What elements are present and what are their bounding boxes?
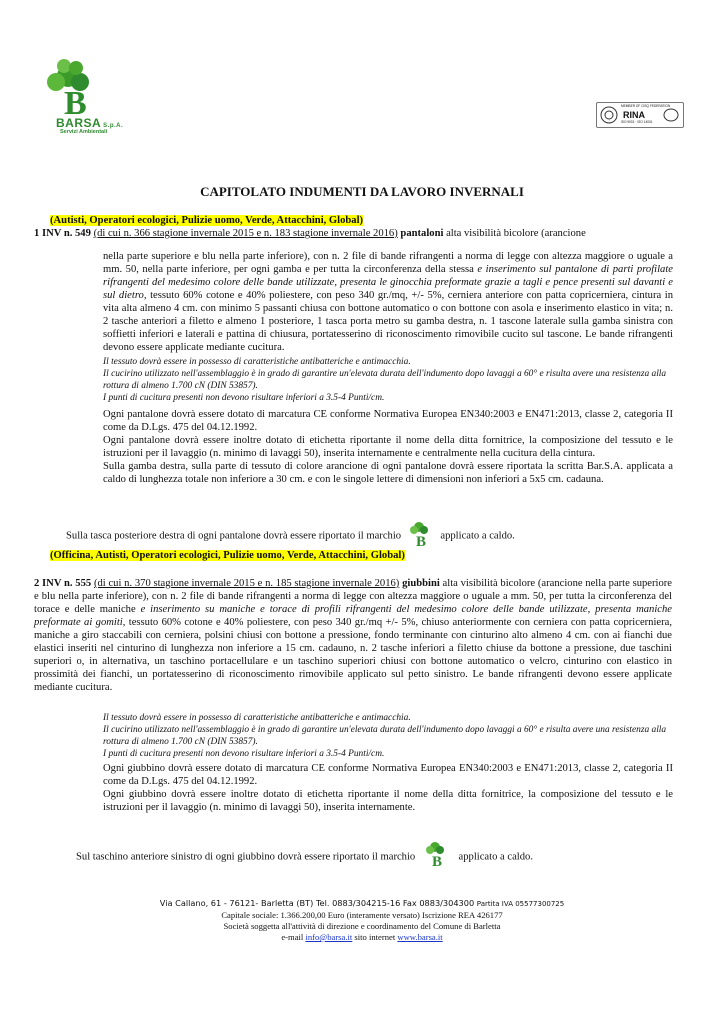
section2-note-fabric: Il tessuto dovrà essere in possesso di caratteristiche antibatteriche e antimacchia. <box>103 713 411 723</box>
section2-note-stitch: I punti di cucitura presenti non devono risultare inferiori a 3.5-4 Punti/cm. <box>103 749 385 759</box>
footer-capital: Capitale sociale: 1.366.200,00 Euro (interamente versato) Iscrizione REA 426177 <box>221 910 503 920</box>
section2-lead-italic: e inserimento su maniche e torace di profili rifrangenti del medesimo colore delle bande utilizzate <box>140 604 588 615</box>
cert-label: RINA <box>623 110 645 120</box>
section1-note-fabric: Il tessuto dovrà essere in possesso di caratteristiche antibatteriche e antimacchia. <box>103 357 411 367</box>
svg-text:B: B <box>415 534 426 550</box>
section1-body1: nella parte superiore e blu nella parte inferiore), con n. 2 file di bande rifrangenti a norma di legge con altezza maggiore o uguale a mm. 50, nella parte inferiore, per ogni gamba e per tutta la circonferenza della stessa <box>103 251 673 275</box>
section2-lead: alta visibilità bicolore (arancione nella parte superiore e blu nella parte inferiore), con n. 2 file di bande rifrangenti a norma di legge con altezza maggiore o uguale a mm. 50, per tutta la circonferenza del torace e delle maniche <box>34 578 672 615</box>
barsa-brand-icon <box>420 840 454 874</box>
section1-brand-after: applicato a caldo. <box>440 530 515 542</box>
footer-email-label: e-mail <box>281 932 304 942</box>
svg-text:B: B <box>431 854 442 870</box>
section1-body1-italic2: presenta le ginocchia preformate grazie a tagli e pence presenti sul davanti e sul dietro, <box>103 277 673 301</box>
tree-logo-icon <box>38 58 124 118</box>
footer-email-link[interactable]: info@barsa.it <box>305 932 353 942</box>
section1-body1c: tessuto 60% cotone e 40% poliestere, con peso 340 gr./mq, +/- 5%, cerniera anteriore con patta copricerniera, cintura in vita alta almeno 4 cm. con minimo 5 passanti chiusa con bottone automatico o con bottone con asola e inserimento elastico in vita; n. 2 tasche anteriori a filetto e almeno 1 posteriore, 1 tasca porta metro su gamba destra, n. 1 tascone laterale sulla gamba sinistra con soffietti inferiori e laterali e pattina di chiusura, portatesserino di riconoscimento rimovibile cucito sul tascone. Le bande rifrangenti devono essere applicate mediante cucitura. <box>103 290 674 353</box>
svg-text:B: B <box>64 85 87 118</box>
section2-note-thread: Il cucirino utilizzato nell'assemblaggio è in grado di garantire un'elevata durata dell'indumento dopo lavaggi a 60° e risulta avere una resistenza alla rottura di almeno 1.700 cN (DIN 53857). <box>103 725 667 747</box>
section1-detail: (di cui n. 366 stagione invernale 2015 e n. 183 stagione invernale 2016) <box>93 228 398 239</box>
section2-body: , tessuto 60% cotone e 40% poliestere, con peso 340 gr./mq +/- 5%, chiuso anteriormente con cerniera con patta copricerniera, maniche a giro staccabili con cerniera, polsini chiusi con bottone a pressione, fondo terminante con cinturino alto almeno 4 cm. con ai fianchi due elastici inseriti nel cinturino di lunghezza non inferiore a 15 cm. cadauno, n. 2 tasche inferiori a filetto chiuse da bottone a pressione, due taschini superiori o, in alternativa, un taschino portacellulare e un taschino superiori chiusi con bottone automatico o velcro, cinturino con elastico in prossimità dei fianchi, un portatesserino di riconoscimento rimovibile applicato sul petto sinistro. Le bande rifrangenti devono essere applicate mediante cucitura. <box>34 617 672 693</box>
footer-group: Società soggetta all'attività di direzione e coordinamento del Comune di Barletta <box>223 921 501 931</box>
section2-category: (Officina, Autisti, Operatori ecologici, Pulizie uomo, Verde, Attacchini, Global) <box>50 550 405 561</box>
section1-print: Sulla gamba destra, sulla parte di tessuto di colore arancione di ogni pantalone dovrà essere riportata la scritta Bar.S.A. applicata a caldo di lunghezza totale non inferiore a 30 cm. e con le singole lettere di dimensioni non inferiori a 5x5 cm. cadauna. <box>103 461 673 485</box>
section1-body1b: , <box>334 277 338 288</box>
section1-note-thread: Il cucirino utilizzato nell'assemblaggio è in grado di garantire un'elevata durata dell'indumento dopo lavaggi a 60° e risulta avere una resistenza alla rottura di almeno 1.700 cN (DIN 53857). <box>103 369 667 391</box>
section2-label: Ogni giubbino dovrà essere inoltre dotato di etichetta riportante il nome della ditta fornitrice, la composizione del tessuto e le istruzioni per il lavaggio (n. minimo di lavaggi 50), inserita internamente. <box>103 789 673 813</box>
logo-name: BARSA <box>56 116 102 130</box>
certification-badge <box>596 102 684 128</box>
company-logo <box>38 58 124 134</box>
cert-iso: ISO 9001 · ISO 14001 <box>621 120 653 124</box>
section2-code: 2 INV n. 555 <box>34 578 92 589</box>
section1-brand-text: Sulla tasca posteriore destra di ogni pantalone dovrà essere riportato il marchio <box>66 530 402 542</box>
section1-lead: alta visibilità bicolore (arancione <box>446 228 586 239</box>
section2-detail: (di cui n. 370 stagione invernale 2015 e n. 185 stagione invernale 2016) <box>93 578 400 589</box>
logo-suffix: S.p.A. <box>103 123 124 129</box>
seal-icon <box>600 106 618 124</box>
footer-site-link[interactable]: www.barsa.it <box>397 932 443 942</box>
cert-small: MEMBER OF CISQ FEDERATION <box>621 104 671 108</box>
section2-lead2: , <box>587 604 591 615</box>
iso-mark-icon <box>663 108 679 122</box>
section1-code: 1 INV n. 549 <box>34 228 91 239</box>
footer-address: Via Callano, 61 - 76121- Barletta (BT) Tel. 0883/304215-16 Fax 0883/304300 <box>159 898 475 908</box>
footer-vat: Partita IVA 05577300725 <box>476 900 565 908</box>
barsa-brand-icon <box>406 520 436 552</box>
section1-ce-marking: Ogni pantalone dovrà essere dotato di marcatura CE conforme Normativa Europea EN340:2003 e EN471:2013, classe 2, categoria II come da D.Lgs. 475 del 04.12.1992. <box>103 409 673 433</box>
footer <box>0 898 724 943</box>
section1-category: (Autisti, Operatori ecologici, Pulizie uomo, Verde, Attacchini, Global) <box>50 215 364 226</box>
section1-item: pantaloni <box>400 228 444 239</box>
page-title: CAPITOLATO INDUMENTI DA LAVORO INVERNALI <box>200 184 524 199</box>
section1-note-stitch: I punti di cucitura presenti non devono risultare inferiori a 3.5-4 Punti/cm. <box>103 393 385 403</box>
section1-body1-italic: e inserimento sul pantalone di parti profilate rifrangenti del medesimo colore delle bande utilizzate <box>103 264 673 288</box>
section2-lead-italic2: presenta maniche preformate ai gomiti <box>34 604 672 628</box>
section2-item: giubbini <box>402 578 440 589</box>
footer-site-label: sito internet <box>354 932 396 942</box>
section2-ce-marking: Ogni giubbino dovrà essere dotato di marcatura CE conforme Normativa Europea EN340:2003 e EN471:2013, classe 2, categoria II come da D.Lgs. 475 del 04.12.1992. <box>103 763 673 787</box>
logo-tagline: Servizi Ambientali <box>60 129 108 135</box>
section1-label: Ogni pantalone dovrà essere inoltre dotato di etichetta riportante il nome della ditta fornitrice, la composizione del tessuto e le istruzioni per il lavaggio (n. minimo di lavaggi 50), inserita internamente e centralmente nella cucitura della cintura. <box>103 435 673 459</box>
section2-brand-text: Sul taschino anteriore sinistro di ogni giubbino dovrà essere riportato il marchio <box>76 851 416 863</box>
section2-brand-after: applicato a caldo. <box>458 851 533 863</box>
